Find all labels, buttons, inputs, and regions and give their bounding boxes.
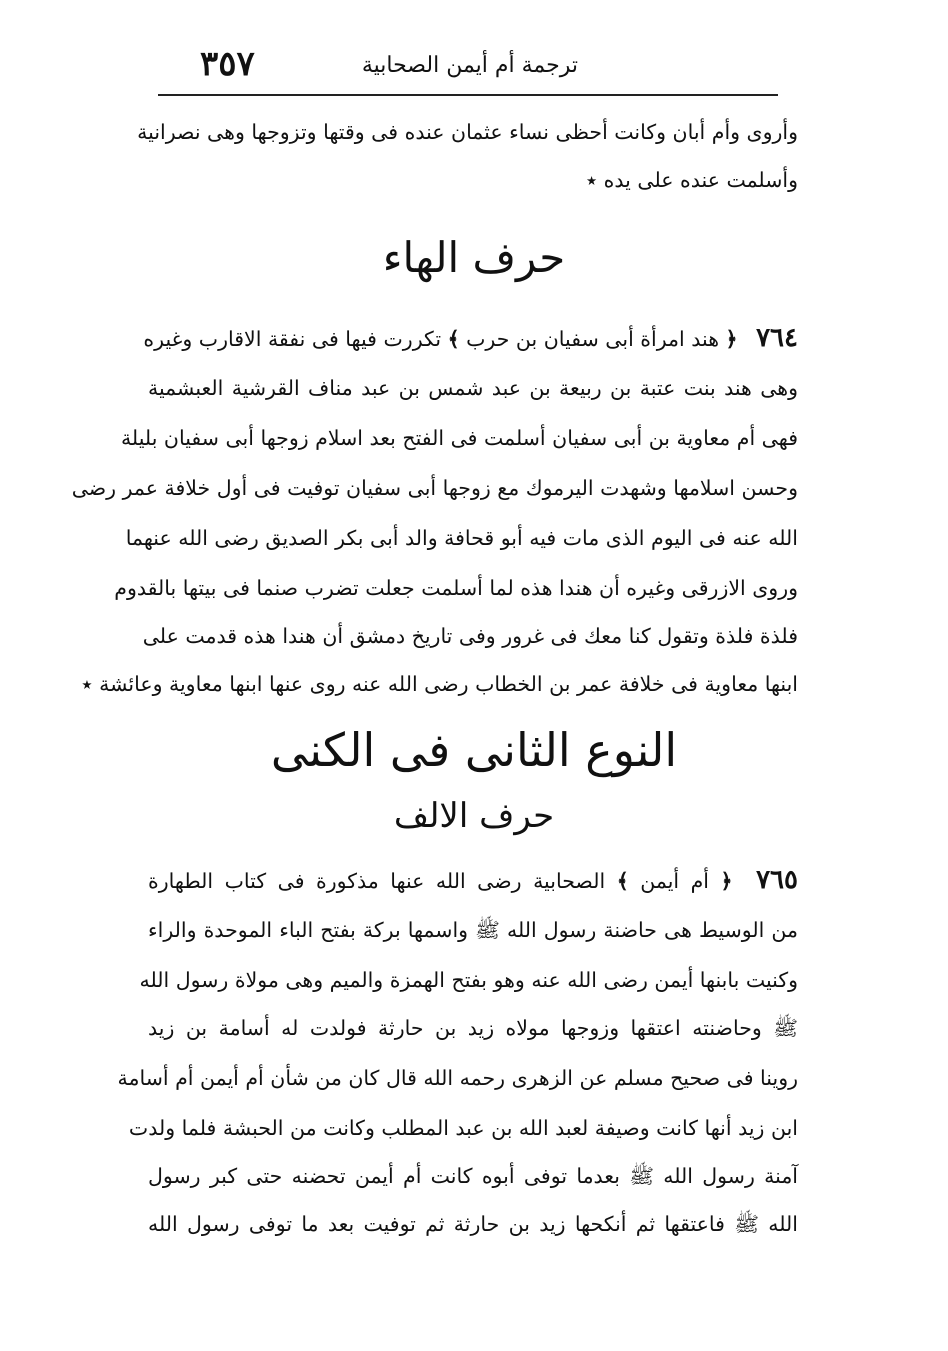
running-title: ترجمة أم أيمن الصحابية bbox=[361, 53, 578, 78]
text-line: ابنها معاوية فى خلافة عمر بن الخطاب رضى الله عنه روى عنها ابنها معاوية وعائشة ٭ bbox=[81, 672, 798, 696]
ornate-bracket-open: ﴿ bbox=[725, 327, 738, 351]
text-line: الله ﷺ فاعتقها ثم أنكحها زيد بن حارثة ثم توفيت بعد ما توفى رسول الله bbox=[148, 1212, 798, 1236]
text-line: وكنيت بابنها أيمن رضى الله عنه وهو بفتح الهمزة والميم وهى مولاة رسول الله bbox=[139, 968, 798, 992]
text-line: فهى أم معاوية بن أبى سفيان أسلمت فى الفتح بعد اسلام زوجها أبى سفيان بليلة bbox=[120, 426, 798, 450]
entry-765-first-line bbox=[148, 862, 798, 899]
section-heading-haa: حرف الهاء bbox=[382, 233, 566, 282]
section-heading-kuna: النوع الثانى فى الكنى bbox=[270, 723, 678, 777]
text-line: وحسن اسلامها وشهدت اليرموك مع زوجها أبى سفيان توفيت فى أول خلافة عمر رضى bbox=[71, 476, 798, 500]
text-line: وروى الازرقى وغيره أن هندا هذه لما أسلمت جعلت تضرب صنما فى بيتها بالقدوم bbox=[114, 576, 798, 600]
text-line: من الوسيط هى حاضنة رسول الله ﷺ واسمها بركة بفتح الباء الموحدة والراء bbox=[148, 918, 798, 942]
entry-text: الصحابية رضى الله عنها مذكورة فى كتاب الطهارة bbox=[148, 869, 606, 893]
ornate-bracket-open: ﴿ bbox=[720, 869, 733, 893]
entry-number: ٧٦٤ bbox=[756, 323, 798, 353]
text-line: وهى هند بنت عتبة بن ربيعة بن عبد شمس بن عبد مناف القرشية العبشمية bbox=[148, 376, 798, 400]
header-rule bbox=[158, 94, 778, 96]
text-line: وأروى وأم أبان وكانت أحظى نساء عثمان عنده فى وقتها وتزوجها وهى نصرانية bbox=[137, 120, 798, 144]
text-line: وأسلمت عنده على يده ٭ bbox=[585, 168, 798, 192]
page-number: ٣٥٧ bbox=[200, 44, 255, 84]
text-line: روينا فى صحيح مسلم عن الزهرى رحمه الله قال كان من شأن أم أيمن أم أسامة bbox=[117, 1066, 798, 1090]
text-line: الله عنه فى اليوم الذى مات فيه أبو قحافة والد أبى بكر الصديق رضى الله عنهما bbox=[125, 526, 798, 550]
entry-764-first-line bbox=[143, 320, 798, 357]
entry-name: هند امرأة أبى سفيان بن حرب bbox=[466, 327, 720, 351]
text-line: آمنة رسول الله ﷺ بعدما توفى أبوه كانت أم أيمن تحضنه حتى كبر رسول bbox=[148, 1164, 798, 1188]
entry-number: ٧٦٥ bbox=[756, 865, 798, 895]
text-line: ﷺ وحاضنته اعتقها وزوجها مولاه زيد بن حارثة فولدت له أسامة بن زيد bbox=[148, 1016, 798, 1040]
text-line: فلذة فلذة وتقول كنا معك فى غرور وفى تاريخ دمشق أن هندا هذه قدمت على bbox=[142, 624, 798, 648]
page-header bbox=[158, 40, 778, 92]
section-heading-alif: حرف الالف bbox=[393, 796, 555, 836]
entry-text: تكررت فيها فى نفقة الاقارب وغيره bbox=[143, 327, 442, 351]
ornate-bracket-close: ﴾ bbox=[616, 869, 629, 893]
text-line: ابن زيد أنها كانت وصيفة لعبد الله بن عبد المطلب وكانت من الحبشة فلما ولدت bbox=[128, 1116, 798, 1140]
ornate-bracket-close: ﴾ bbox=[447, 327, 460, 351]
entry-name: أم أيمن bbox=[640, 869, 710, 893]
